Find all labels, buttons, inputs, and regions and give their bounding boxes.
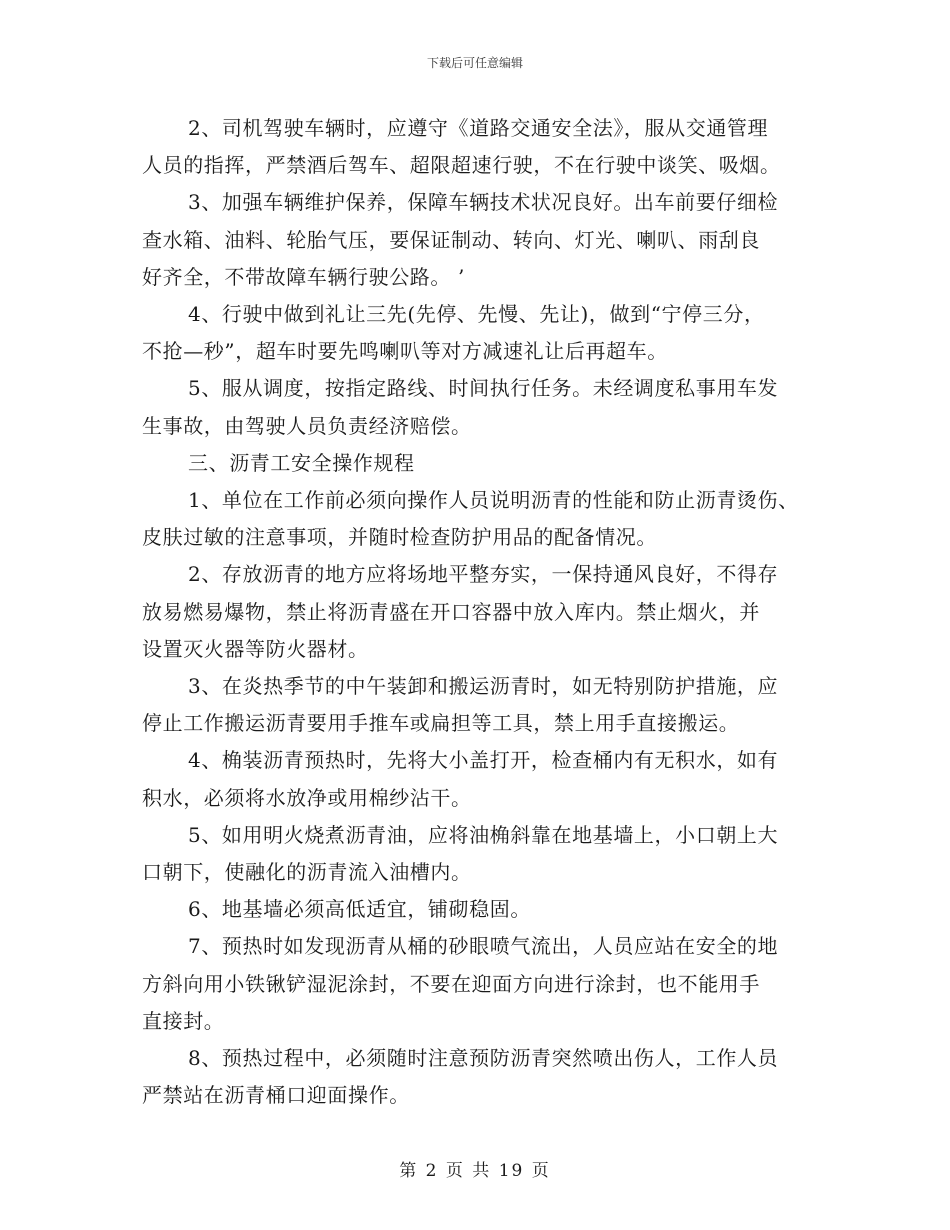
- text-line: 4、桷装沥青预热时，先将大小盖打开，检查桶内有无积水，如有: [188, 748, 779, 773]
- document-body: [142, 110, 810, 1114]
- text-line: 口朝下，使融化的沥青流入油槽内。: [142, 860, 472, 885]
- text-line: 设置灭火器等防火器材。: [142, 636, 369, 661]
- text-line: 好齐全，不带故障车辆行驶公路。 ’: [142, 264, 465, 289]
- text-line: 2、司机驾驶车辆时，应遵守《道路交通安全法》，服从交通管理: [188, 116, 769, 140]
- text-line: 4、行驶中做到礼让三先(先停、先慢、先让)，做到“宁停三分，: [188, 302, 765, 327]
- text-line: 6、地基墙必须高低适宜，铺砌稳固。: [188, 897, 531, 922]
- text-line: 查水箱、油料、轮胎气压，要保证制动、转向、灯光、喇叭、雨刮良: [142, 227, 760, 252]
- text-line: 生事故，由驾驶人员负责经济赔偿。: [142, 413, 472, 438]
- text-line: 方斜向用小铁锹铲湿泥涂封，不要在迎面方向进行涂封，也不能用手: [142, 971, 760, 996]
- section-heading: 三、沥青工安全操作规程: [188, 450, 415, 475]
- text-line: 不抢—秒”，超车时要先鸣喇叭等对方减速礼让后再超车。: [142, 339, 668, 364]
- text-line: 5、服从调度，按指定路线、时间执行任务。未经调度私事用车发: [188, 376, 779, 401]
- text-line: 1、单位在工作前必须向操作人员说明沥青的性能和防止沥青烫伤、: [188, 488, 799, 513]
- text-line: 积水，必须将水放净或用棉纱沾干。: [142, 785, 472, 810]
- text-line: 5、如用明火烧煮沥青油，应将油桷斜靠在地基墙上，小口朝上大: [188, 822, 779, 847]
- text-line: 8、预热过程中，必须随时注意预防沥青突然喷出伤人，工作人员: [188, 1046, 779, 1071]
- text-line: 停止工作搬运沥青要用手推车或扁担等工具，禁上用手直接搬运。: [142, 711, 740, 736]
- text-line: 3、在炎热季节的中午装卸和搬运沥青时，如无特别防护措施，应: [188, 674, 779, 699]
- text-line: 3、加强车辆维护保养，保障车辆技术状况良好。出车前要仔细检: [188, 190, 779, 215]
- text-line: 皮肤过敏的注意事项，并随时检查防护用品的配备情况。: [142, 525, 657, 550]
- page-header: 下载后可任意编辑: [426, 56, 523, 70]
- text-line: 放易燃易爆物，禁止将沥青盛在开口容器中放入库内。禁止烟火，并: [142, 599, 760, 624]
- page-number: 第 2 页 共 19 页: [399, 1161, 551, 1181]
- text-line: 严禁站在沥青桶口迎面操作。: [142, 1083, 410, 1108]
- text-line: 直接封。: [142, 1008, 225, 1033]
- text-line: 2、存放沥青的地方应将场地平整夯实，一保持通风良好，不得存: [188, 562, 779, 587]
- text-line: 7、预热时如发现沥青从桶的砂眼喷气流出，人员应站在安全的地: [188, 934, 779, 959]
- text-line: 人员的指挥，严禁酒后驾车、超限超速行驶，不在行驶中谈笑、吸烟。: [142, 153, 781, 178]
